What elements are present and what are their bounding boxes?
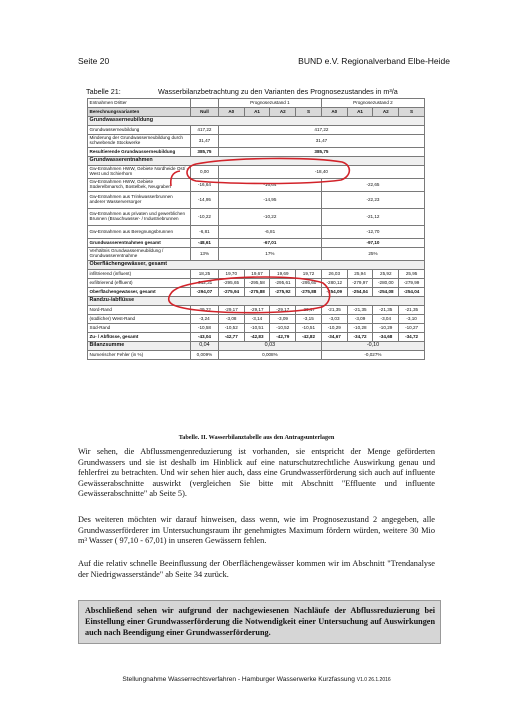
- cell-value: -254,04: [399, 288, 425, 297]
- cell-value: -10,51: [296, 324, 322, 333]
- row-label: Gw-Entnahmen aus Beregnungsbrunnen: [88, 226, 191, 239]
- cell-value: -10,27: [399, 324, 425, 333]
- cell-value: 17%: [218, 248, 321, 261]
- cell-value: -254,08: [373, 288, 399, 297]
- cell-value: -295,58: [244, 279, 270, 288]
- table-row: [88, 288, 425, 297]
- footer-text: Stellungnahme Wasserrechtsverfahren - Hamburger Wasserwerke Kurzfassung: [122, 676, 355, 683]
- table-row: [88, 126, 425, 135]
- section-title: Bilanzsumme: [88, 342, 191, 351]
- cell-header: Berechnungsvarianten: [88, 108, 191, 117]
- section-row: [88, 157, 425, 166]
- conclusion-box: Abschließend sehen wir aufgrund der nachgewiesenen Nachläufe der Abflussreduzierung bei Einstellung einer Grundwasserförderung die Notwendigkeit einer Untersuchung auf Auswirkungen auch nach Beendigung einer Grundwasserförderung.: [78, 600, 441, 644]
- cell-header: S: [296, 108, 322, 117]
- cell-value: -34,68: [373, 333, 399, 342]
- cell-value: -42,82: [296, 333, 322, 342]
- cell-value: 0,009%: [191, 351, 219, 360]
- row-label: Nord-Rand: [88, 306, 191, 315]
- cell-value: -16,64: [191, 179, 219, 192]
- table-caption: [86, 87, 398, 96]
- cell-value: -10,29: [373, 324, 399, 333]
- cell-value: -294,07: [191, 288, 219, 297]
- section-title: Grundwasserentnahmen: [88, 157, 425, 166]
- cell-value: -275,92: [270, 288, 296, 297]
- cell-value: 19,69: [270, 270, 296, 279]
- row-label: Gw-Entnahmen aus Trinkwasserbrunnen anderer Wasserversorger: [88, 192, 191, 209]
- cell-header: A2: [373, 108, 399, 117]
- cell-value: 31,47: [218, 135, 424, 148]
- row-label: Grundwasserneubildung: [88, 126, 191, 135]
- cell-value: -3,14: [244, 315, 270, 324]
- row-label: exfiltrierend (effluent): [88, 279, 191, 288]
- cell-value: -48,61: [191, 239, 219, 248]
- cell-value: -22,23: [321, 192, 424, 209]
- cell-value: -18,40: [218, 166, 424, 179]
- cell-value: -3,04: [373, 315, 399, 324]
- row-label: Resultierende Grundwasserneubildung: [88, 148, 191, 157]
- cell-value: -10,58: [191, 324, 219, 333]
- cell-value: -3,09: [270, 315, 296, 324]
- cell-value: 385,75: [218, 148, 424, 157]
- cell-value: -3,15: [296, 315, 322, 324]
- row-label: Numerischer Fehler (in %): [88, 351, 191, 360]
- cell-value: -0,027%: [321, 351, 424, 360]
- row-label: Gw-Entnahmen HWW, Gebiete Nordheide Ost/ - West und Schierhorn: [88, 166, 191, 179]
- row-label: (südlicher) West-Rand: [88, 315, 191, 324]
- cell-value: 19,70: [218, 270, 244, 279]
- table-row: [88, 226, 425, 239]
- table-row: [88, 248, 425, 261]
- cell-value: 0,008%: [218, 351, 321, 360]
- cell-value: 31,47: [191, 135, 219, 148]
- cell-value: -10,29: [321, 324, 347, 333]
- section-row: [88, 261, 425, 270]
- row-label: Grundwasserentnahmen gesamt: [88, 239, 191, 248]
- cell-value: -275,88: [296, 288, 322, 297]
- body-paragraph: Des weiteren möchten wir darauf hinweisen, dass wenn, wie im Prognosezustand 2 angegeben, alle Grundwasserförderer im Untersuchungsraum ihr genehmigtes Maximum fördern würden, weitere 30 Mio m³ Wasser ( 97,10 - 67,01) in unseren Gewässern fehlen.: [78, 515, 435, 546]
- table-row: [88, 192, 425, 209]
- cell-value: 417,22: [218, 126, 424, 135]
- section-title: Grundwasserneubildung: [88, 117, 425, 126]
- cell-value: -3,10: [399, 315, 425, 324]
- cell-value: -280,00: [373, 279, 399, 288]
- row-label: Minderung der Grundwasserneubildung durch schwebende Stockwerke: [88, 135, 191, 148]
- cell-header: S: [399, 108, 425, 117]
- cell-value: -295,65: [218, 279, 244, 288]
- cell-value: -295,60: [296, 279, 322, 288]
- cell-value: -10,52: [218, 324, 244, 333]
- cell-value: 25,95: [399, 270, 425, 279]
- cell-header: Prognosezustand 1: [218, 99, 321, 108]
- cell-value: -3,03: [321, 315, 347, 324]
- cell-header: Entnahmen Dritter: [88, 99, 191, 108]
- cell-value: -0,10: [321, 342, 424, 351]
- cell-value: -21,35: [399, 306, 425, 315]
- cell-value: -10,51: [244, 324, 270, 333]
- table-caption-label: Tabelle 21:: [86, 87, 121, 96]
- row-label: infiltrierend (influent): [88, 270, 191, 279]
- table-row: [88, 306, 425, 315]
- cell-value: -3,08: [218, 315, 244, 324]
- water-balance-table: [87, 98, 425, 360]
- cell-value: -34,72: [399, 333, 425, 342]
- table-row: [88, 333, 425, 342]
- cell-value: 417,22: [191, 126, 219, 135]
- cell-value: 19,72: [296, 270, 322, 279]
- section-row: [88, 117, 425, 126]
- cell-header: A2: [270, 108, 296, 117]
- cell-value: -279,97: [347, 279, 373, 288]
- section-title: Oberflächengewässer, gesamt: [88, 261, 425, 270]
- cell-value: 25,92: [373, 270, 399, 279]
- table-row: [88, 148, 425, 157]
- cell-value: -6,81: [191, 226, 219, 239]
- table-row: [88, 351, 425, 360]
- cell-value: -29,22: [191, 306, 219, 315]
- page-number: Seite 20: [78, 56, 110, 66]
- cell-value: -12,70: [321, 226, 424, 239]
- cell-header: Prognosezustand 2: [321, 99, 424, 108]
- cell-value: -29,17: [270, 306, 296, 315]
- table-header-row-2: [88, 108, 425, 117]
- body-paragraph: Wir sehen, die Abflussmengenreduzierung ist vorhanden, sie entspricht der Menge geförderten Grundwassers und sie ist deshalb im Hinblick auf eine naturschutzrechtliche Auswirkung genau und fehlerfrei zu betrachten. Und wir sehen hier auch, dass eine Grundwasserförderung sich auch auf influente Gewässerabschnitte auswirkt (vergleichen Sie bitte mit Abschnitt "Effluente und influente Gewässerabschnitte" ab Seite 5).: [78, 447, 435, 499]
- cell-value: -42,83: [244, 333, 270, 342]
- cell-value: -43,04: [191, 333, 219, 342]
- water-balance-table-wrapper: [87, 98, 425, 360]
- cell-value: -22,65: [321, 179, 424, 192]
- table-title: Tabelle. II. Wasserbilanztabelle aus den Antragsunterlagen: [178, 434, 335, 441]
- cell-header: A1: [347, 108, 373, 117]
- table-row: [88, 239, 425, 248]
- cell-value: -254,09: [321, 288, 347, 297]
- page-header-organization: BUND e.V. Regionalverband Elbe-Heide: [298, 56, 450, 66]
- cell-value: -21,35: [321, 306, 347, 315]
- table-row: [88, 179, 425, 192]
- cell-value: -10,22: [218, 209, 321, 226]
- cell-value: -42,77: [218, 333, 244, 342]
- cell-value: -34,72: [347, 333, 373, 342]
- cell-header: Null: [191, 108, 219, 117]
- cell-value: 18,25: [191, 270, 219, 279]
- cell-value: -275,88: [244, 288, 270, 297]
- cell-value: -280,12: [321, 279, 347, 288]
- row-label: Verhältnis Grundwasserneubildung / Grundwasserentnahme: [88, 248, 191, 261]
- row-label: Oberflächengewässer, gesamt: [88, 288, 191, 297]
- cell-value: -14,95: [218, 192, 321, 209]
- section-title: Randzu-/abflüsse: [88, 297, 425, 306]
- cell-value: -14,95: [191, 192, 219, 209]
- cell-value: -312,31: [191, 279, 219, 288]
- row-label: Süd-Rand: [88, 324, 191, 333]
- table-row: [88, 135, 425, 148]
- cell-value: -10,28: [347, 324, 373, 333]
- row-label: Gw-Entnahmen HWW, Gebiete Süderelbmarsch, Bostelbek, Neugraben: [88, 179, 191, 192]
- cell-value: 19,67: [244, 270, 270, 279]
- cell-value: 385,75: [191, 148, 219, 157]
- cell-value: -279,99: [399, 279, 425, 288]
- cell-value: -29,17: [244, 306, 270, 315]
- cell-value: -10,22: [191, 209, 219, 226]
- cell-value: 25%: [321, 248, 424, 261]
- cell-value: -29,17: [296, 306, 322, 315]
- cell-value: -295,61: [270, 279, 296, 288]
- cell-value: -3,09: [347, 315, 373, 324]
- cell-value: -3,24: [191, 315, 219, 324]
- cell-value: -10,52: [270, 324, 296, 333]
- cell-value: -16,64: [218, 179, 321, 192]
- table-row: [88, 270, 425, 279]
- table-row: [88, 279, 425, 288]
- cell-value: -97,10: [321, 239, 424, 248]
- cell-value: -29,17: [218, 306, 244, 315]
- row-label: Zu- / Abflüsse, gesamt: [88, 333, 191, 342]
- table-header-row-1: [88, 99, 425, 108]
- cell-value: -21,12: [321, 209, 424, 226]
- cell-value: -275,94: [218, 288, 244, 297]
- row-label: Gw-Entnahmen aus privaten und gewerblichen Brunnen (Brauchwasser- / Industriebrunnen: [88, 209, 191, 226]
- table-row: [88, 324, 425, 333]
- cell-header: A0: [218, 108, 244, 117]
- cell-value: -21,35: [347, 306, 373, 315]
- cell-value: -21,35: [373, 306, 399, 315]
- cell-value: -6,81: [218, 226, 321, 239]
- cell-value: -42,79: [270, 333, 296, 342]
- page-footer: [0, 676, 513, 683]
- cell-value: -34,67: [321, 333, 347, 342]
- cell-value: 26,03: [321, 270, 347, 279]
- table-row: [88, 209, 425, 226]
- cell-value: 0,04: [191, 342, 219, 351]
- section-row: [88, 297, 425, 306]
- table-caption-text: Wasserbilanzbetrachtung zu den Varianten des Prognosezustandes in m³/a: [158, 87, 398, 96]
- cell-value: 0,00: [191, 166, 219, 179]
- cell-header: A0: [321, 108, 347, 117]
- footer-version: V1.0 26.1.2016: [356, 677, 391, 683]
- table-row: [88, 315, 425, 324]
- cell-header: A1: [244, 108, 270, 117]
- cell-value: -67,01: [218, 239, 321, 248]
- cell-value: 0,03: [218, 342, 321, 351]
- section-row: [88, 342, 425, 351]
- cell-value: 13%: [191, 248, 219, 261]
- cell-value: 25,94: [347, 270, 373, 279]
- body-paragraph: Auf die relativ schnelle Beeinflussung der Oberflächengewässer kommen wir im Abschnitt "Trendanalyse der Niedrigwasserstände" ab Seite 34 zurück.: [78, 559, 435, 579]
- table-row: [88, 166, 425, 179]
- cell-value: -254,04: [347, 288, 373, 297]
